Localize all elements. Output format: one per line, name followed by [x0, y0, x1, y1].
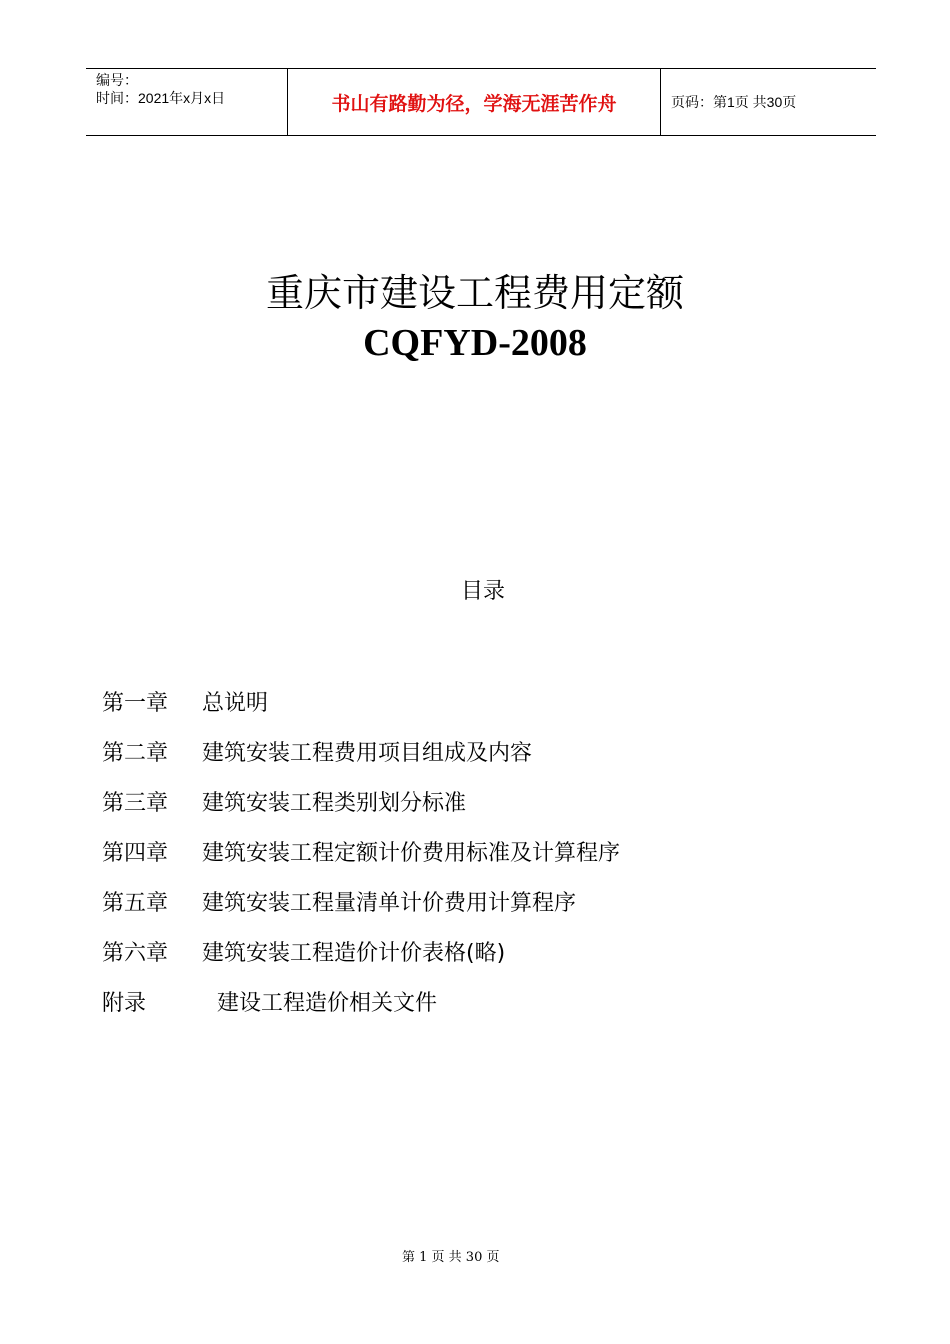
header-meta-cell: [86, 69, 288, 135]
document-code: CQFYD-2008: [363, 322, 587, 364]
motto-text: 书山有路勤为径，学海无涯苦作舟: [331, 92, 617, 115]
toc-item: [102, 676, 862, 726]
toc-title: 建筑安装工程类别划分标准: [202, 790, 467, 816]
toc-item-appendix: [102, 976, 862, 1026]
toc-item: [102, 926, 862, 976]
time-label: 时间：2021年x月x日: [96, 90, 226, 106]
toc-item: [102, 726, 862, 776]
page-footer: 第 1 页 共 30 页: [402, 1250, 500, 1265]
toc-title: 总说明: [202, 690, 269, 716]
table-of-contents: [102, 676, 862, 1026]
page-info: 页码：第1页 共30页: [671, 94, 797, 110]
toc-title: 建筑安装工程定额计价费用标准及计算程序: [202, 840, 621, 866]
page-header: [86, 68, 876, 136]
toc-item: [102, 876, 862, 926]
header-page-cell: [661, 69, 876, 135]
toc-item: [102, 776, 862, 826]
toc-title: 建筑安装工程量清单计价费用计算程序: [202, 890, 577, 916]
header-motto-cell: [288, 69, 661, 135]
toc-chapter: 第二章: [102, 740, 169, 766]
toc-chapter: 第六章: [102, 940, 169, 966]
toc-chapter: 第三章: [102, 790, 169, 816]
toc-item: [102, 826, 862, 876]
toc-chapter: 附录: [102, 990, 147, 1016]
toc-chapter: 第五章: [102, 890, 169, 916]
toc-chapter: 第四章: [102, 840, 169, 866]
document-title: 重庆市建设工程费用定额: [265, 271, 684, 315]
toc-heading: 目录: [460, 579, 505, 604]
toc-title: 建筑安装工程造价计价表格(略): [202, 940, 506, 966]
toc-chapter: 第一章: [102, 690, 169, 716]
toc-title: 建设工程造价相关文件: [217, 990, 438, 1016]
number-label: 编号：: [96, 72, 138, 88]
toc-title: 建筑安装工程费用项目组成及内容: [202, 740, 533, 766]
